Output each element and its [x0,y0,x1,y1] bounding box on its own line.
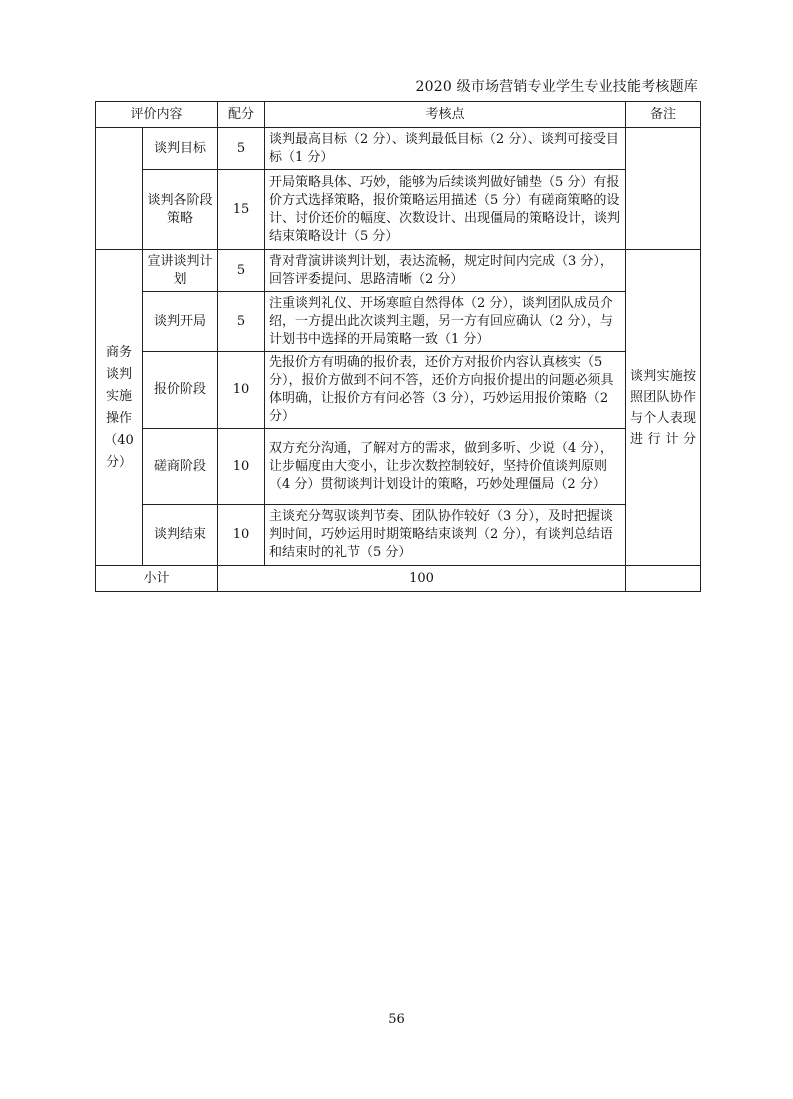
score-cell: 5 [218,292,265,352]
table-row [96,292,701,352]
score-cell: 10 [218,352,265,429]
table-row [96,170,701,250]
score-cell: 10 [218,505,265,566]
table-header-row [96,102,701,128]
subtotal-row [96,566,701,592]
score-cell: 5 [218,128,265,170]
assessment-table [95,101,701,592]
header-evaluation-content: 评价内容 [96,102,218,128]
table-row [96,352,701,429]
item-cell: 宣讲谈判计划 [143,250,218,292]
subtotal-remark-empty [626,566,701,592]
remark-cell-empty [626,128,701,250]
criteria-cell: 开局策略具体、巧妙，能够为后续谈判做好铺垫（5 分）有报价方式选择策略，报价策略运用描述（5 分）有磋商策略的设计、讨价还价的幅度、次数设计、出现僵局的策略设计，谈判结束策略设计（5 分） [265,170,626,250]
criteria-cell: 主谈充分驾驭谈判节奏、团队协作较好（3 分），及时把握谈判时间，巧妙运用时期策略结束谈判（2 分），有谈判总结语和结束时的礼节（5 分） [265,505,626,566]
remark-cell: 谈判实施按照团队协作与个人表现进行计分 [626,250,701,566]
item-cell: 谈判结束 [143,505,218,566]
page-number: 56 [388,1012,405,1027]
subtotal-value: 100 [218,566,626,592]
table-row [96,250,701,292]
criteria-cell: 背对背演讲谈判计划，表达流畅，规定时间内完成（3 分），回答评委提问、思路清晰（2 分） [265,250,626,292]
item-cell: 报价阶段 [143,352,218,429]
item-cell: 谈判目标 [143,128,218,170]
criteria-cell: 注重谈判礼仪、开场寒暄自然得体（2 分），谈判团队成员介绍，一方提出此次谈判主题，另一方有回应确认（2 分），与计划书中选择的开局策略一致（1 分） [265,292,626,352]
header-remark: 备注 [626,102,701,128]
subtotal-label: 小计 [96,566,218,592]
score-cell: 15 [218,170,265,250]
document-header-title: 2020 级市场营销专业学生专业技能考核题库 [415,79,698,95]
table-row [96,505,701,566]
table-row [96,128,701,170]
item-cell: 谈判各阶段策略 [143,170,218,250]
criteria-cell: 谈判最高目标（2 分）、谈判最低目标（2 分）、谈判可接受目标（1 分） [265,128,626,170]
criteria-cell: 先报价方有明确的报价表，还价方对报价内容认真核实（5 分），报价方做到不问不答，还价方向报价提出的问题必须具体明确，让报价方有问必答（3 分），巧妙运用报价策略（2 分） [265,352,626,429]
header-criteria: 考核点 [265,102,626,128]
table-row [96,429,701,505]
score-cell: 5 [218,250,265,292]
category-cell-empty [96,128,143,250]
item-cell: 磋商阶段 [143,429,218,505]
category-cell: 商务谈判实施操作（40 分） [96,250,143,566]
header-score: 配分 [218,102,265,128]
item-cell: 谈判开局 [143,292,218,352]
score-cell: 10 [218,429,265,505]
criteria-cell: 双方充分沟通，了解对方的需求，做到多听、少说（4 分），让步幅度由大变小，让步次数控制较好，坚持价值谈判原则（4 分）贯彻谈判计划设计的策略，巧妙处理僵局（2 分） [265,429,626,505]
